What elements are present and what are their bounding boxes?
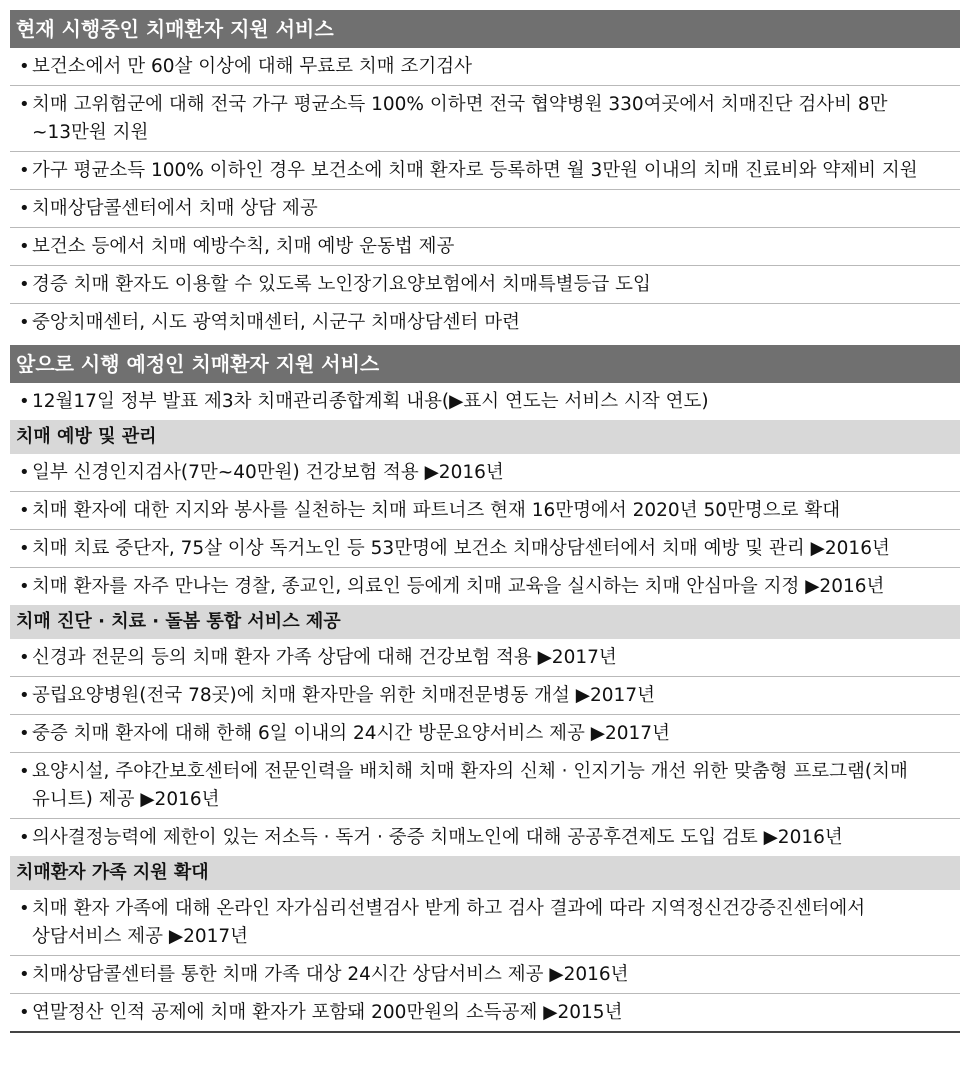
bullet-icon: • [19,94,30,115]
section-heading-planned: 앞으로 시행 예정인 치매환자 지원 서비스 [10,345,960,383]
bullet-icon: • [19,391,30,412]
group-heading-integrated-care: 치매 진단 · 치료 · 돌봄 통합 서비스 제공 [10,605,960,639]
integrated-care-list [10,639,960,856]
list-item: • 치매상담콜센터에서 치매 상담 제공 [10,190,960,228]
list-item: • 치매 환자 가족에 대해 온라인 자가심리선별검사 받게 하고 검사 결과에 따라 지역정신건강증진센터에서 상담서비스 제공 ▶2017년 [10,890,960,956]
list-item: • 가구 평균소득 100% 이하인 경우 보건소에 치매 환자로 등록하면 월 3만원 이내의 치매 진료비와 약제비 지원 [10,152,960,190]
bullet-icon: • [19,647,30,668]
list-item: • 의사결정능력에 제한이 있는 저소득 · 독거 · 중증 치매노인에 대해 공공후견제도 도입 검토 ▶2016년 [10,819,960,856]
bullet-icon: • [19,576,30,597]
bullet-icon: • [19,236,30,257]
bullet-icon: • [19,312,30,333]
list-item: • 공립요양병원(전국 78곳)에 치매 환자만을 위한 치매전문병동 개설 ▶2017년 [10,677,960,715]
bullet-icon: • [19,1002,30,1023]
list-item: • 보건소 등에서 치매 예방수칙, 치매 예방 운동법 제공 [10,228,960,266]
planned-intro-list [10,383,960,420]
bullet-icon: • [19,685,30,706]
prevention-list [10,454,960,605]
group-heading-family-support: 치매환자 가족 지원 확대 [10,856,960,890]
bullet-icon: • [19,964,30,985]
list-item: • 치매 환자에 대한 지지와 봉사를 실천하는 치매 파트너즈 현재 16만명에서 2020년 50만명으로 확대 [10,492,960,530]
list-item: • 보건소에서 만 60살 이상에 대해 무료로 치매 조기검사 [10,48,960,86]
list-item: • 치매 고위험군에 대해 전국 가구 평균소득 100% 이하면 전국 협약병원 330여곳에서 치매진단 검사비 8만~13만원 지원 [10,86,960,152]
family-support-list [10,890,960,1031]
list-item: • 치매 치료 중단자, 75살 이상 독거노인 등 53만명에 보건소 치매상담센터에서 치매 예방 및 관리 ▶2016년 [10,530,960,568]
list-item: • 치매상담콜센터를 통한 치매 가족 대상 24시간 상담서비스 제공 ▶2016년 [10,956,960,994]
list-item: • 요양시설, 주야간보호센터에 전문인력을 배치해 치매 환자의 신체 · 인지기능 개선 위한 맞춤형 프로그램(치매 유니트) 제공 ▶2016년 [10,753,960,819]
list-item: • 경증 치매 환자도 이용할 수 있도록 노인장기요양보험에서 치매특별등급 도입 [10,266,960,304]
bullet-icon: • [19,160,30,181]
current-services-list [10,48,960,341]
intro-note: • 12월17일 정부 발표 제3차 치매관리종합계획 내용(▶표시 연도는 서비스 시작 연도) [10,383,960,420]
list-item: • 신경과 전문의 등의 치매 환자 가족 상담에 대해 건강보험 적용 ▶2017년 [10,639,960,677]
bottom-divider [10,1031,960,1033]
bullet-icon: • [19,761,30,782]
document-page [0,10,970,1067]
bullet-icon: • [19,198,30,219]
bullet-icon: • [19,56,30,77]
list-item: • 연말정산 인적 공제에 치매 환자가 포함돼 200만원의 소득공제 ▶2015년 [10,994,960,1031]
section-heading-current: 현재 시행중인 치매환자 지원 서비스 [10,10,960,48]
list-item: • 일부 신경인지검사(7만~40만원) 건강보험 적용 ▶2016년 [10,454,960,492]
bullet-icon: • [19,538,30,559]
bullet-icon: • [19,898,30,919]
bullet-icon: • [19,827,30,848]
group-heading-prevention: 치매 예방 및 관리 [10,420,960,454]
bullet-icon: • [19,500,30,521]
bullet-icon: • [19,274,30,295]
bullet-icon: • [19,723,30,744]
list-item: • 중앙치매센터, 시도 광역치매센터, 시군구 치매상담센터 마련 [10,304,960,341]
bullet-icon: • [19,462,30,483]
list-item: • 치매 환자를 자주 만나는 경찰, 종교인, 의료인 등에게 치매 교육을 실시하는 치매 안심마을 지정 ▶2016년 [10,568,960,605]
list-item: • 중증 치매 환자에 대해 한해 6일 이내의 24시간 방문요양서비스 제공 ▶2017년 [10,715,960,753]
